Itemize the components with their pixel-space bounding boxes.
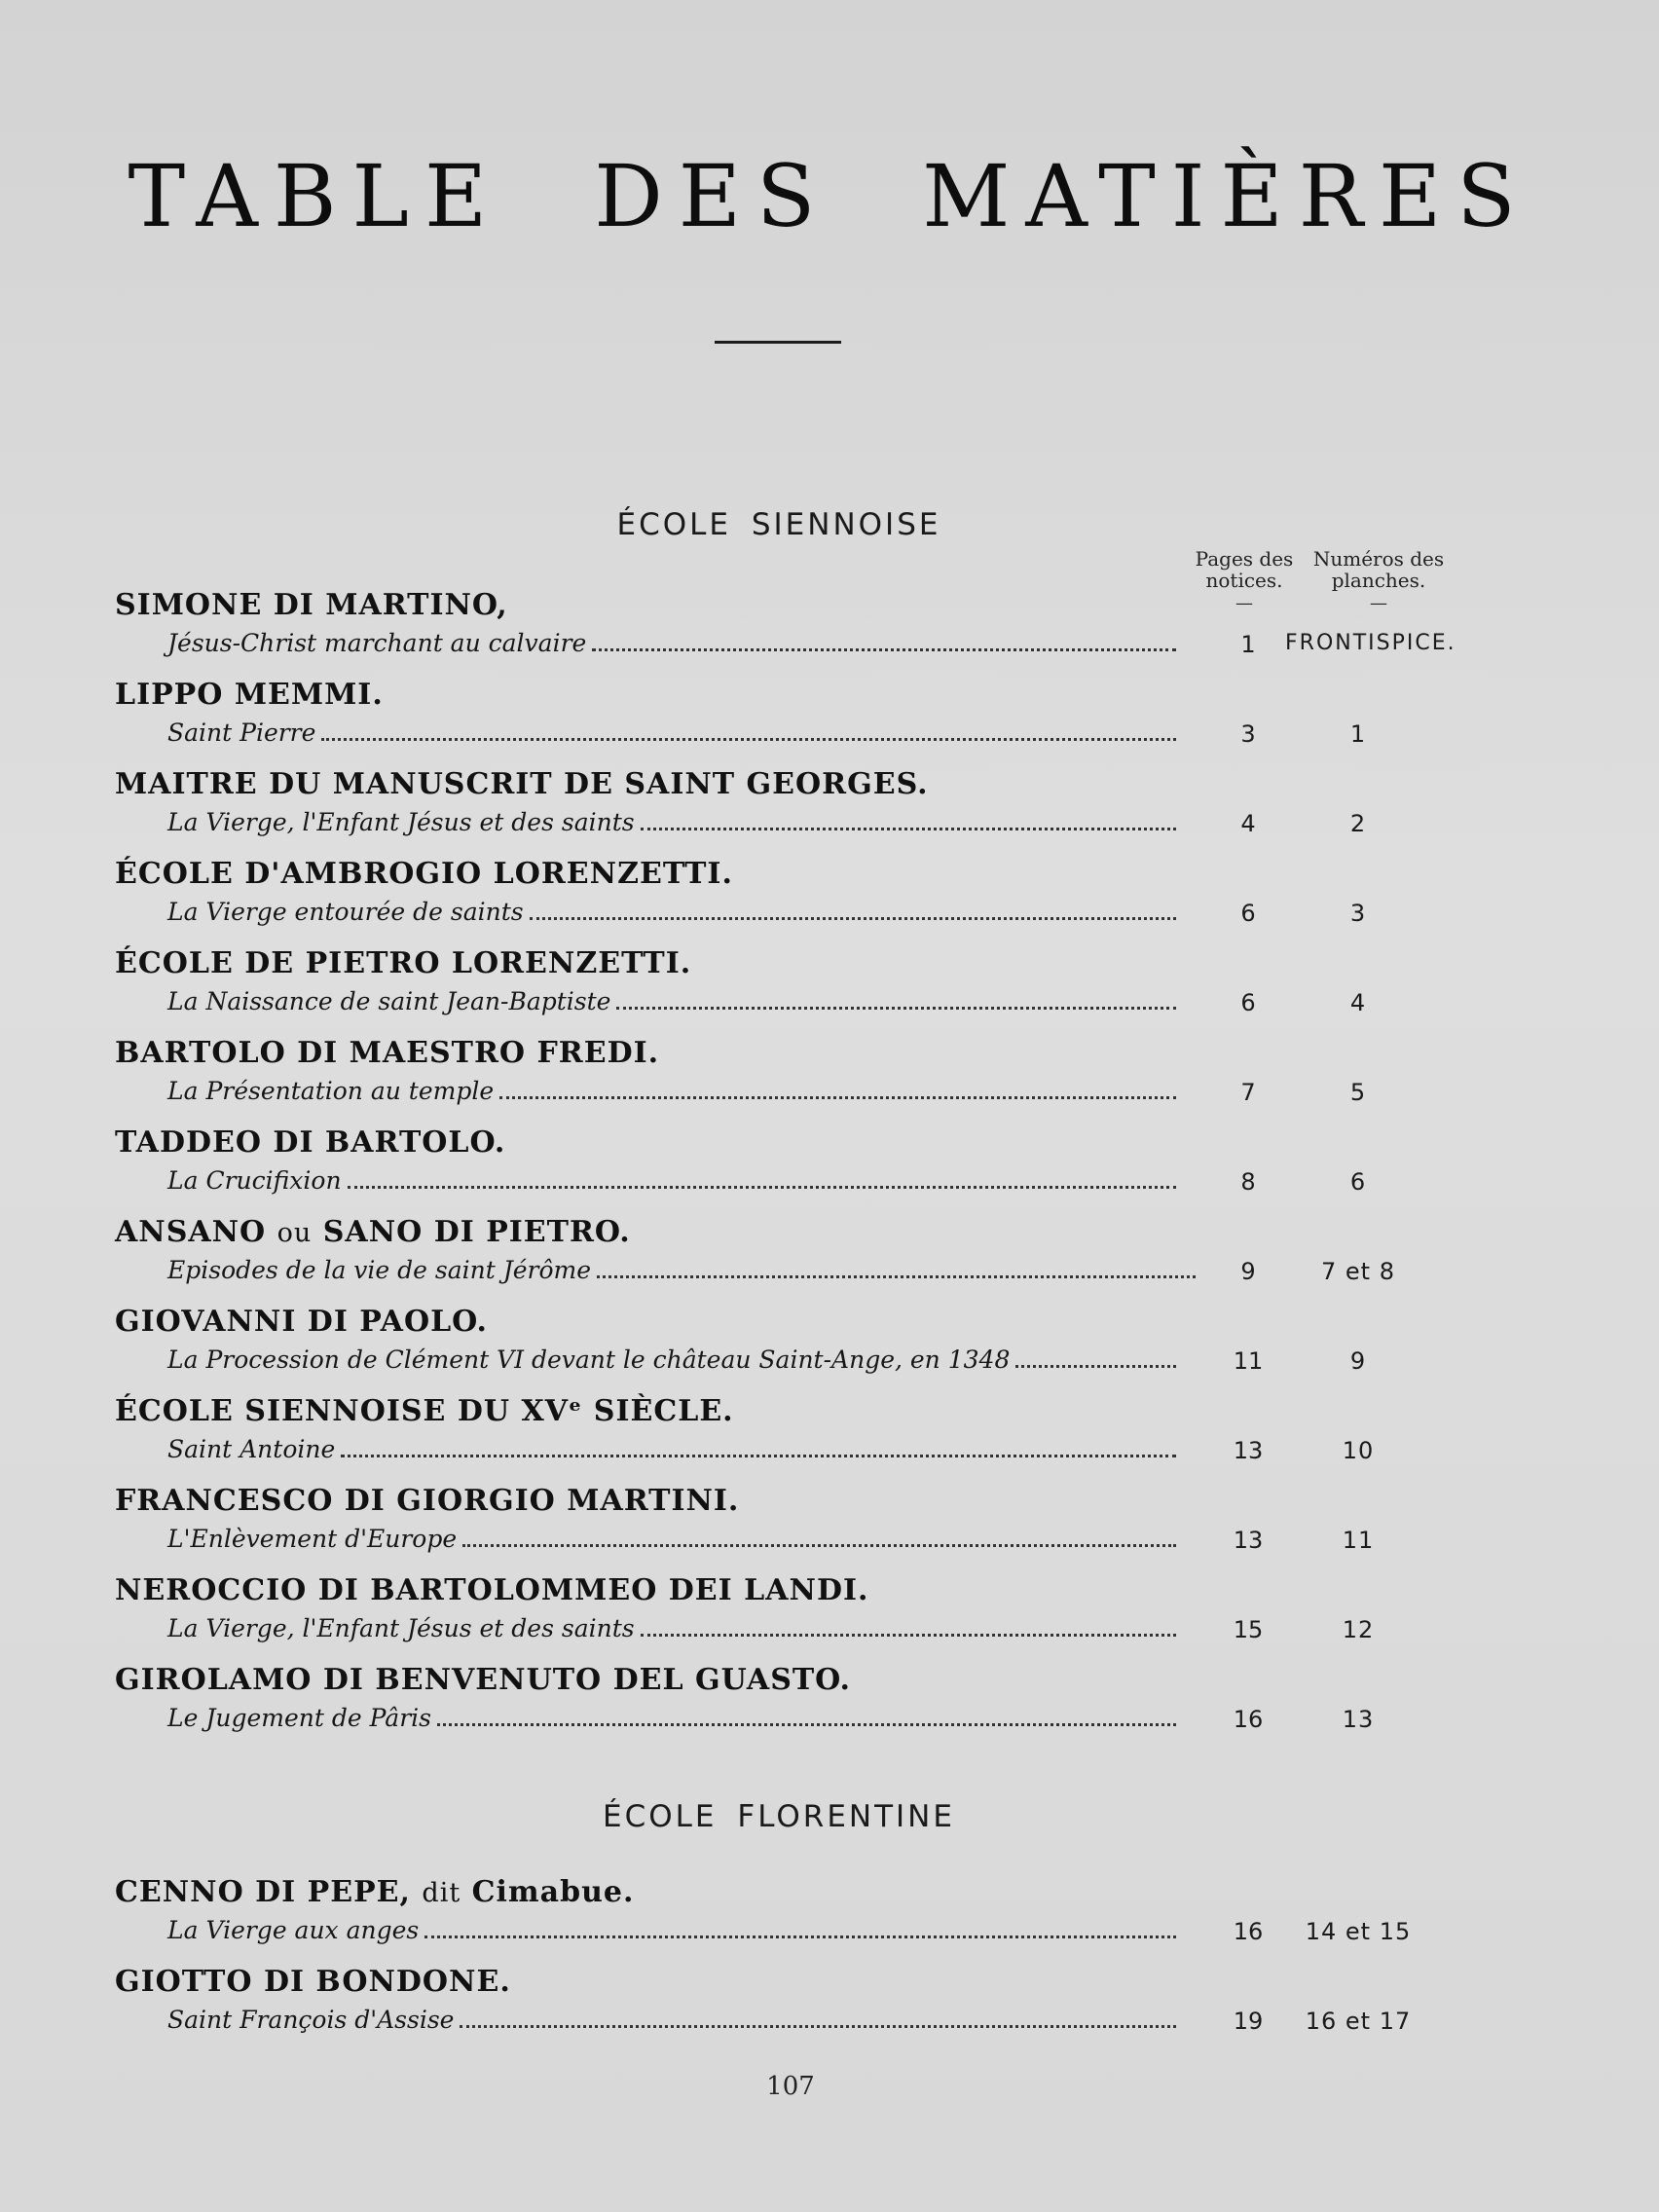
dot-leader — [341, 1454, 1176, 1457]
page-number: 15 — [1233, 1616, 1264, 1643]
artist-name: SIMONE DI MARTINO, — [115, 588, 508, 622]
page-number: 9 — [1240, 1258, 1256, 1285]
work-title: La Vierge entourée de saints — [167, 898, 524, 926]
page-number: 7 — [1240, 1079, 1256, 1106]
artist-name — [115, 1875, 634, 1909]
toc-entry — [0, 1125, 1659, 1215]
work-line — [167, 629, 1176, 657]
page-number: 16 — [1233, 1706, 1264, 1733]
artist-name-part: ANSANO — [115, 1215, 267, 1249]
toc-entry — [0, 857, 1659, 946]
page-number: 4 — [1240, 810, 1256, 837]
dot-leader — [530, 916, 1176, 920]
work-line — [167, 1916, 1176, 1944]
plate-number: 4 — [1349, 989, 1367, 1016]
section-heading-siennoise: ÉCOLE SIENNOISE — [616, 507, 941, 542]
page-number: 11 — [1233, 1347, 1264, 1375]
dot-leader — [424, 1935, 1176, 1938]
plate-number: 11 — [1342, 1527, 1375, 1554]
page-number: 3 — [1240, 720, 1256, 748]
work-title: La Crucifixion — [167, 1166, 342, 1195]
page-number: 1 — [1240, 631, 1256, 658]
toc-entry — [0, 678, 1659, 767]
dot-leader — [1015, 1364, 1176, 1368]
column-header-dash: — — [1235, 593, 1253, 613]
plate-number: 2 — [1349, 810, 1367, 837]
toc-entry — [0, 946, 1659, 1036]
toc-entry — [0, 1484, 1659, 1573]
work-line — [167, 808, 1176, 836]
dot-leader — [592, 647, 1176, 651]
page-number: 6 — [1240, 989, 1256, 1016]
dot-leader — [321, 737, 1176, 741]
work-title: Jésus-Christ marchant au calvaire — [167, 629, 587, 657]
work-line — [167, 1077, 1176, 1105]
artist-name: MAITRE DU MANUSCRIT DE SAINT GEORGES. — [115, 767, 929, 801]
work-title: La Vierge, l'Enfant Jésus et des saints — [167, 1614, 635, 1642]
artist-name: LIPPO MEMMI. — [115, 678, 384, 712]
section-heading-florentine: ÉCOLE FLORENTINE — [603, 1799, 955, 1834]
artist-name: ÉCOLE DE PIETRO LORENZETTI. — [115, 946, 692, 980]
toc-entry — [0, 1875, 1659, 1965]
artist-name — [115, 1215, 631, 1249]
dot-leader — [437, 1722, 1176, 1726]
work-title: La Naissance de saint Jean-Baptiste — [167, 987, 611, 1015]
dot-leader — [460, 2024, 1176, 2028]
plate-number: 3 — [1349, 900, 1367, 927]
column-header-dash: — — [1370, 593, 1387, 613]
work-title: La Vierge aux anges — [167, 1916, 420, 1944]
artist-name: FRANCESCO DI GIORGIO MARTINI. — [115, 1484, 740, 1518]
column-header-plates-text: Numéros des planches. — [1312, 547, 1445, 592]
artist-conjunction: ou — [276, 1218, 313, 1248]
page-number: 8 — [1240, 1168, 1256, 1196]
dot-leader — [597, 1274, 1196, 1278]
work-line — [167, 898, 1176, 926]
plate-number: 5 — [1349, 1079, 1367, 1106]
toc-entry — [0, 1394, 1659, 1484]
artist-name-part: SANO DI PIETRO. — [322, 1215, 631, 1249]
artist-name-part: CENNO DI PEPE, — [115, 1875, 411, 1909]
work-title: L'Enlèvement d'Europe — [167, 1525, 458, 1553]
page-number: 13 — [1233, 1527, 1264, 1554]
work-line — [167, 1435, 1176, 1463]
artist-name: ÉCOLE D'AMBROGIO LORENZETTI. — [115, 857, 733, 891]
artist-name-part: Cimabue. — [471, 1875, 635, 1909]
plate-number: 10 — [1342, 1437, 1375, 1464]
artist-name: GIROLAMO DI BENVENUTO DEL GUASTO. — [115, 1663, 852, 1697]
plate-number: 16 et 17 — [1305, 2008, 1412, 2035]
toc-entry — [0, 1573, 1659, 1663]
dot-leader — [462, 1543, 1176, 1547]
work-line — [167, 1166, 1176, 1195]
toc-entry — [0, 1215, 1659, 1305]
work-line — [167, 1346, 1176, 1374]
work-line — [167, 719, 1176, 747]
work-line — [167, 987, 1176, 1015]
artist-name: GIOTTO DI BONDONE. — [115, 1965, 511, 1999]
page-number: 16 — [1233, 1918, 1264, 1945]
dot-leader — [641, 827, 1176, 830]
plate-number: FRONTISPICE. — [1285, 631, 1456, 655]
work-line — [167, 1704, 1176, 1732]
plate-number: 7 et 8 — [1321, 1258, 1395, 1285]
plate-number: 12 — [1342, 1616, 1375, 1643]
artist-conjunction: dit — [422, 1878, 461, 1908]
page-folio: 107 — [766, 2072, 815, 2101]
page-title: TABLE DES MATIÈRES — [128, 146, 1531, 246]
work-line — [167, 1614, 1176, 1642]
artist-name: GIOVANNI DI PAOLO. — [115, 1305, 488, 1339]
work-title: Saint François d'Assise — [167, 2006, 455, 2034]
plate-number: 9 — [1349, 1347, 1367, 1375]
page-number: 13 — [1233, 1437, 1264, 1464]
column-header-pages-text: Pages des notices. — [1195, 547, 1294, 592]
work-title: Saint Antoine — [167, 1435, 336, 1463]
dot-leader — [499, 1095, 1176, 1099]
plate-number: 14 et 15 — [1305, 1918, 1412, 1945]
work-title: La Présentation au temple — [167, 1077, 495, 1105]
artist-name: TADDEO DI BARTOLO. — [115, 1125, 506, 1160]
toc-entry — [0, 1305, 1659, 1394]
dot-leader — [616, 1006, 1176, 1010]
plate-number: 1 — [1349, 720, 1367, 748]
plate-number: 6 — [1349, 1168, 1367, 1196]
artist-name: ÉCOLE SIENNOISE DU XVᵉ SIÈCLE. — [115, 1394, 734, 1428]
page-number: 19 — [1233, 2008, 1264, 2035]
toc-entry — [0, 588, 1659, 678]
artist-name: BARTOLO DI MAESTRO FREDI. — [115, 1036, 660, 1070]
work-title: La Procession de Clément VI devant le château Saint-Ange, en 1348 — [167, 1346, 1011, 1374]
work-title: Saint Pierre — [167, 719, 316, 747]
toc-entry — [0, 767, 1659, 857]
plate-number: 13 — [1342, 1706, 1375, 1733]
page-number: 6 — [1240, 900, 1256, 927]
work-line — [167, 1256, 1196, 1284]
title-rule — [715, 341, 841, 344]
work-line — [167, 1525, 1176, 1553]
dot-leader — [348, 1185, 1176, 1189]
toc-entry — [0, 1965, 1659, 2054]
work-title: La Vierge, l'Enfant Jésus et des saints — [167, 808, 635, 836]
work-line — [167, 2006, 1176, 2034]
artist-name: NEROCCIO DI BARTOLOMMEO DEI LANDI. — [115, 1573, 869, 1607]
work-title: Le Jugement de Pâris — [167, 1704, 431, 1732]
work-title: Episodes de la vie de saint Jérôme — [167, 1256, 592, 1284]
dot-leader — [641, 1633, 1176, 1637]
toc-entry — [0, 1036, 1659, 1125]
toc-entry — [0, 1663, 1659, 1752]
